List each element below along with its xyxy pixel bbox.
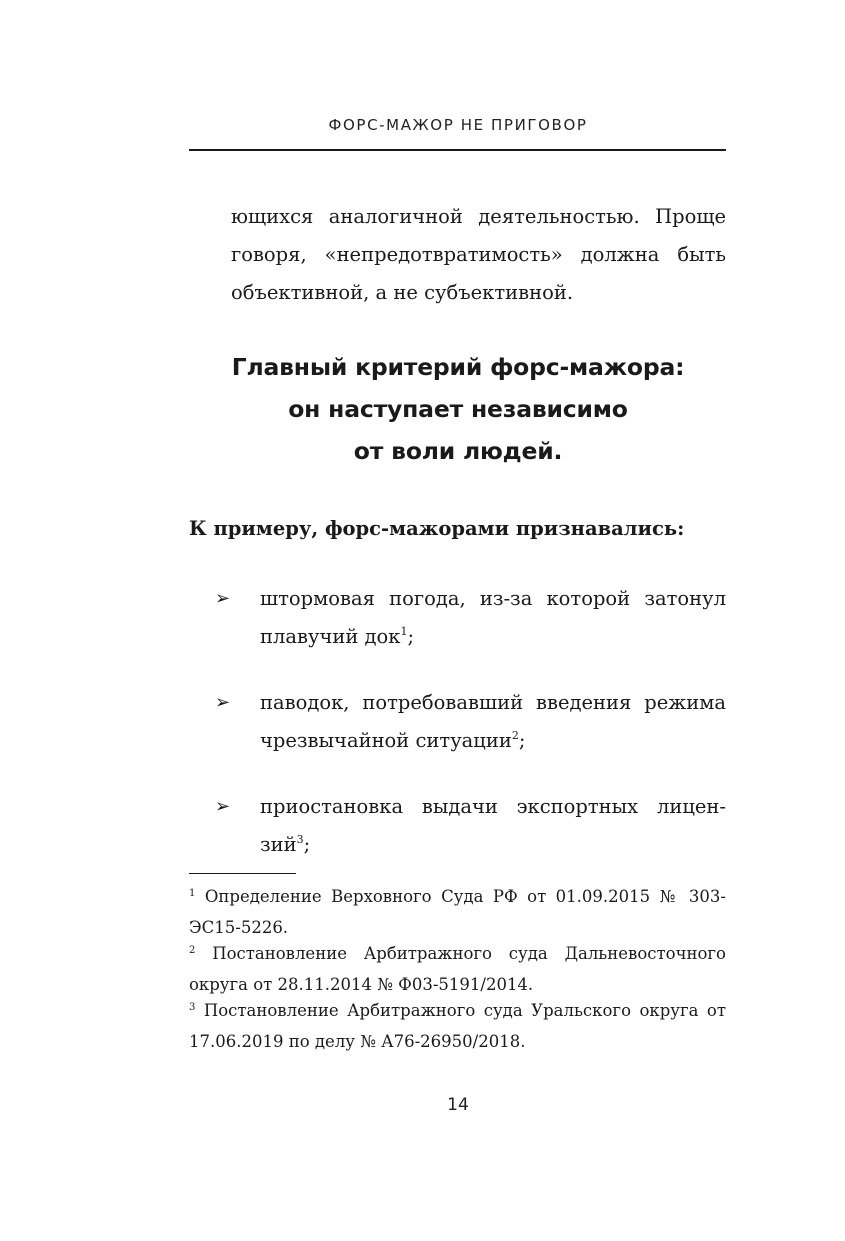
footnote [189,997,726,1056]
footnote-number: 2 [189,945,196,956]
list-item-text [260,788,726,867]
body-line: говоря, «непредотвратимость» должна быть [231,243,726,266]
list-item-line [260,826,726,867]
footnote-text: Определение Верховного Суда РФ от 01.09.2015 № 303- [204,887,726,906]
page-number: 14 [447,1095,469,1115]
list-item-line-text: плавучий док [260,625,401,648]
footnote-ref: 2 [511,729,519,742]
list-item-line: штормовая погода, из-за которой затонул [260,587,726,610]
list-item-line [260,722,726,763]
list-item-punct: ; [303,833,311,856]
body-line: объективной, а не субъективной. [231,281,574,304]
footnote-ref: 3 [296,833,304,846]
header-rule [189,149,726,151]
footnote-text: Постановление Арбитражного суда Уральского округа от [203,1001,726,1020]
list-item-text [260,684,726,763]
footnote-number: 1 [189,888,196,899]
footnote-line: 17.06.2019 по делу № А76-26950/2018. [189,1032,526,1051]
callout-line: от воли людей. [353,437,563,465]
footnote-line: ЭС15-5226. [189,918,289,937]
body-paragraph [231,198,726,312]
footnote-line [189,883,726,914]
footnote-line: округа от 28.11.2014 № Ф03-5191/2014. [189,975,534,994]
list-item-line-text: чрезвычайной ситуации [260,729,512,752]
arrow-bullet-icon: ➢ [215,796,231,817]
footnote [189,883,726,942]
list-item-text [260,580,726,659]
footnote-line [189,997,726,1028]
running-head: ФОРС-МАЖОР НЕ ПРИГОВОР [328,116,588,134]
list-item-line: паводок, потребовавший введения режима [260,691,726,714]
footnote-line [189,940,726,971]
arrow-bullet-icon: ➢ [215,692,231,713]
footnote [189,940,726,999]
arrow-bullet-icon: ➢ [215,588,231,609]
body-line: ющихся аналогичной деятельностью. Проще [231,205,726,228]
callout-line: он наступает независимо [288,395,628,423]
list-lead-in: К примеру, форс-мажорами признавались: [189,517,685,540]
list-item-punct: ; [407,625,415,648]
footnote-text: Постановление Арбитражного суда Дальневосточного [212,944,726,963]
list-item-line [260,618,726,659]
callout-quote [190,346,726,472]
list-item-line: приостановка выдачи экспортных лицен- [260,795,726,818]
footnote-number: 3 [189,1002,196,1013]
list-item-line-text: зий [260,833,297,856]
callout-line: Главный критерий форс-мажора: [231,353,685,381]
footnote-rule [189,873,296,874]
footnote-ref: 1 [400,625,408,638]
list-item-punct: ; [518,729,526,752]
